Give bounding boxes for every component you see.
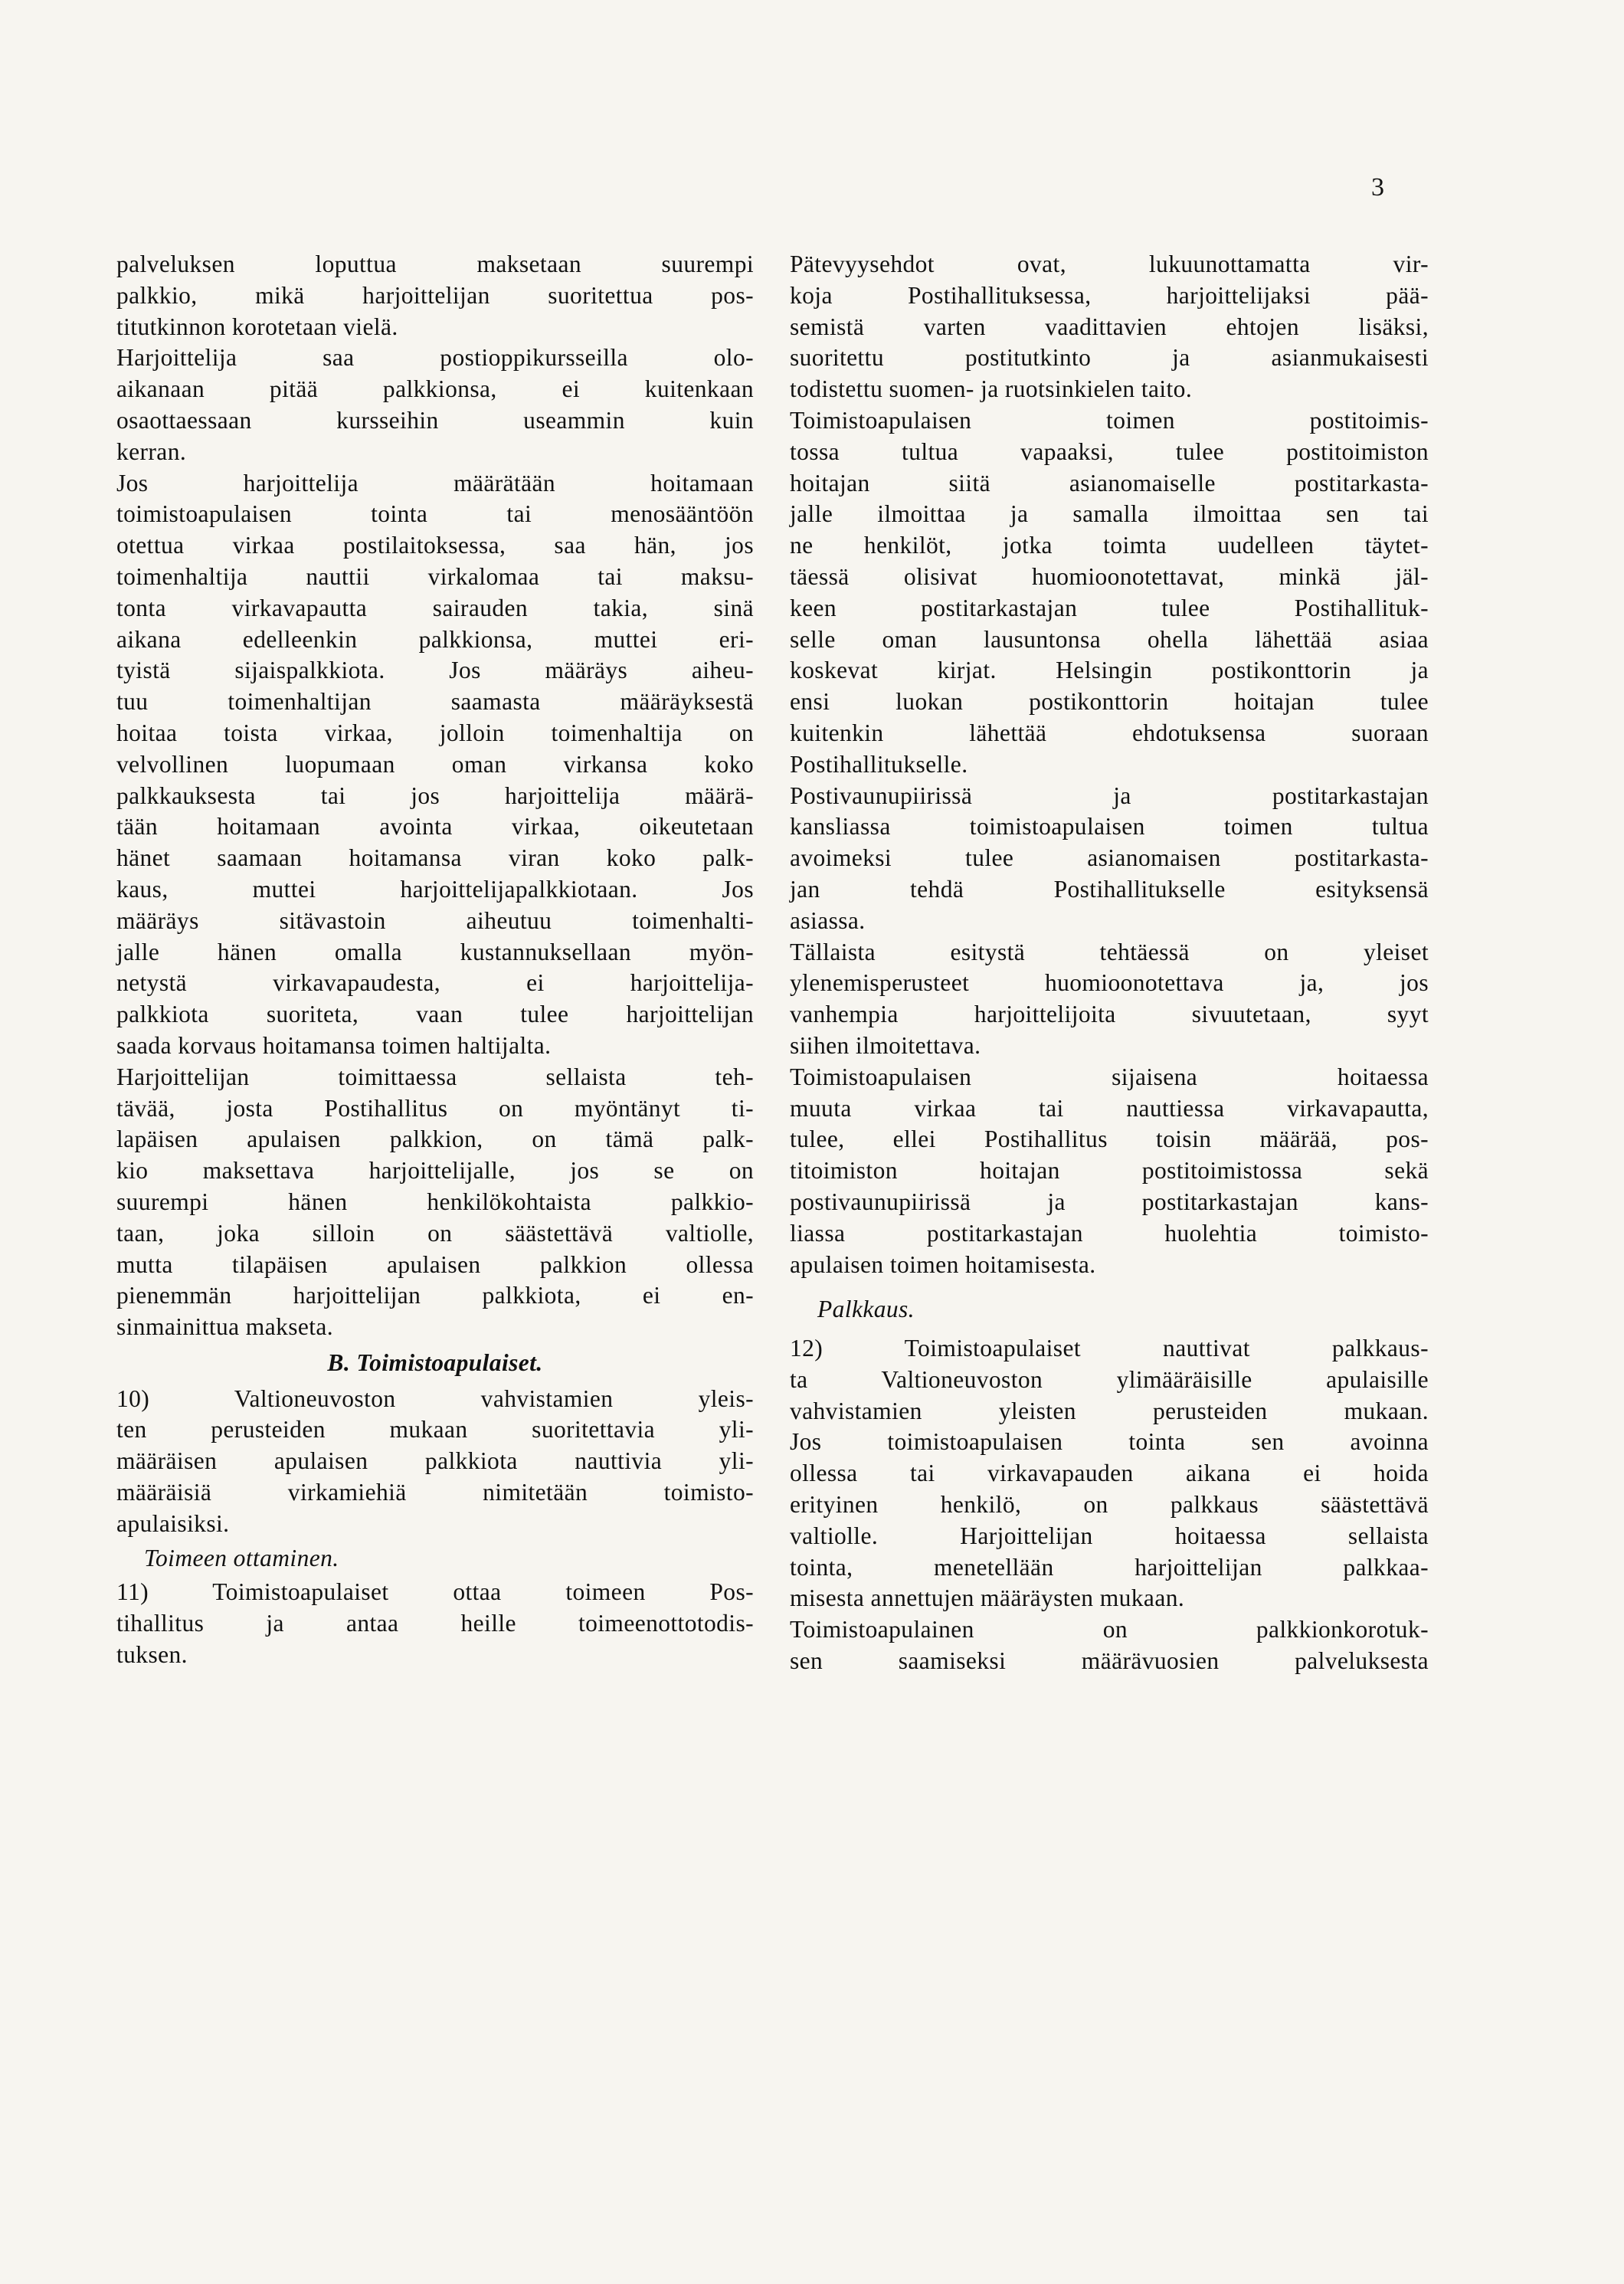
text-line: määräisen apulaisen palkkiota nauttivia yli- xyxy=(116,1447,754,1475)
text-line: tävää, josta Postihallitus on myöntänyt ti- xyxy=(116,1094,754,1122)
text-line: koskevat kirjat. Helsingin postikonttorin ja xyxy=(790,657,1429,684)
text-line: tään hoitamaan avointa virkaa, oikeutetaan xyxy=(116,813,754,841)
text-line: sen saamiseksi määrävuosien palveluksesta xyxy=(790,1647,1429,1675)
text-line: koja Postihallituksessa, harjoittelijaksi pää- xyxy=(790,281,1429,309)
text-line: tyistä sijaispalkkiota. Jos määräys aiheu- xyxy=(116,657,754,684)
text-line: Tällaista esitystä tehtäessä on yleiset xyxy=(790,938,1429,965)
right-section-text xyxy=(790,1333,1429,1677)
page-number: 3 xyxy=(1371,173,1385,202)
text-line: ta Valtioneuvoston ylimääräisille apulaisille xyxy=(790,1365,1429,1393)
text-line: titoimiston hoitajan postitoimistossa sekä xyxy=(790,1157,1429,1185)
text-line: vanhempia harjoittelijoita sivuutetaan, syyt xyxy=(790,1001,1429,1028)
text-line: mutta tilapäisen apulaisen palkkion ollessa xyxy=(116,1250,754,1278)
left-section-text xyxy=(116,1384,754,1540)
text-line: 11) Toimistoapulaiset ottaa toimeen Pos- xyxy=(116,1578,754,1606)
text-line: hoitaa toista virkaa, jolloin toimenhaltija on xyxy=(116,719,754,746)
left-column xyxy=(116,249,754,1671)
text-line: 10) Valtioneuvoston vahvistamien yleis- xyxy=(116,1384,754,1412)
text-line: palveluksen loputtua maksetaan suurempi xyxy=(116,251,754,277)
text-line: täessä olisivat huomioonotettavat, minkä jäl- xyxy=(790,562,1429,590)
text-line: tonta virkavapautta sairauden takia, sinä xyxy=(116,594,754,621)
text-line: taan, joka silloin on säästettävä valtiolle, xyxy=(116,1219,754,1247)
text-line: palkkiota suoriteta, vaan tulee harjoittelijan xyxy=(116,1001,754,1028)
text-line: määräisiä virkamiehiä nimitetään toimisto- xyxy=(116,1479,754,1506)
text-line: postivaunupiirissä ja postitarkastajan kans- xyxy=(790,1188,1429,1215)
text-line: erityinen henkilö, on palkkaus säästettävä xyxy=(790,1491,1429,1519)
text-line: suoritettu postitutkinto ja asianmukaisesti xyxy=(790,344,1429,372)
text-line: vahvistamien yleisten perusteiden mukaan. xyxy=(790,1397,1429,1424)
text-line: semistä varten vaadittavien ehtojen lisäksi, xyxy=(790,313,1429,340)
subheading-toimeen-ottaminen: Toimeen ottaminen. xyxy=(144,1544,339,1571)
text-line: lapäisen apulaisen palkkion, on tämä palk- xyxy=(116,1126,754,1153)
text-line: toimenhaltija nauttii virkalomaa tai maksu- xyxy=(116,562,754,590)
text-line: kaus, muttei harjoittelijapalkkiotaan. Jos xyxy=(116,875,754,903)
text-line: todistettu suomen- ja ruotsinkielen taito. xyxy=(790,375,1193,403)
text-line: tossa tultua vapaaksi, tulee postitoimiston xyxy=(790,437,1429,465)
text-line: saada korvaus hoitamansa toimen haltijalta. xyxy=(116,1031,552,1059)
text-line: keen postitarkastajan tulee Postihallituk- xyxy=(790,594,1429,621)
left-tail-text xyxy=(116,1577,754,1670)
text-line: liassa postitarkastajan huolehtia toimisto- xyxy=(790,1219,1429,1247)
text-line: avoimeksi tulee asianomaisen postitarkasta- xyxy=(790,844,1429,872)
text-line: ensi luokan postikonttorin hoitajan tulee xyxy=(790,688,1429,716)
text-line: Harjoittelijan toimittaessa sellaista teh- xyxy=(116,1063,754,1090)
text-line: pienemmän harjoittelijan palkkiota, ei en- xyxy=(116,1282,754,1309)
text-line: Postivaunupiirissä ja postitarkastajan xyxy=(790,782,1429,809)
text-line: jalle hänen omalla kustannuksellaan myön- xyxy=(116,938,754,965)
text-line: jalle ilmoittaa ja samalla ilmoittaa sen tai xyxy=(790,500,1429,528)
text-line: siihen ilmoitettava. xyxy=(790,1031,981,1059)
text-line: tuu toimenhaltijan saamasta määräyksestä xyxy=(116,688,754,716)
text-line: tihallitus ja antaa heille toimeenottotodis- xyxy=(116,1610,754,1637)
text-line: Toimistoapulaisen sijaisena hoitaessa xyxy=(790,1063,1429,1090)
text-line: Toimistoapulainen on palkkionkorotuk- xyxy=(790,1616,1429,1643)
text-line: 12) Toimistoapulaiset nauttivat palkkaus- xyxy=(790,1335,1429,1362)
text-line: kuitenkin lähettää ehdotuksensa suoraan xyxy=(790,719,1429,746)
text-line: Jos toimistoapulaisen tointa sen avoinna xyxy=(790,1428,1429,1456)
text-line: ten perusteiden mukaan suoritettavia yli- xyxy=(116,1416,754,1443)
text-line: muuta virkaa tai nauttiessa virkavapautta, xyxy=(790,1094,1429,1122)
subheading-palkkaus: Palkkaus. xyxy=(817,1296,915,1323)
text-line: palkkio, mikä harjoittelijan suoritettua pos- xyxy=(116,281,754,309)
text-line: aikana edelleenkin palkkionsa, muttei eri- xyxy=(116,625,754,653)
text-line: hänet saamaan hoitamansa viran koko palk- xyxy=(116,844,754,872)
text-line: valtiolle. Harjoittelijan hoitaessa sellaista xyxy=(790,1522,1429,1549)
text-line: palkkauksesta tai jos harjoittelija määrä- xyxy=(116,782,754,809)
text-line: sinmainittua makseta. xyxy=(116,1313,334,1341)
text-line: osaottaessaan kursseihin useammin kuin xyxy=(116,406,754,434)
text-line: Pätevyysehdot ovat, lukuunottamatta vir- xyxy=(790,251,1429,277)
text-line: tulee, ellei Postihallitus toisin määrää, pos- xyxy=(790,1126,1429,1153)
text-line: Toimistoapulaisen toimen postitoimis- xyxy=(790,406,1429,434)
text-line: Jos harjoittelija määrätään hoitamaan xyxy=(116,469,754,496)
text-line: asiassa. xyxy=(790,906,866,934)
left-body-text xyxy=(116,249,754,1343)
text-line: aikanaan pitää palkkionsa, ei kuitenkaan xyxy=(116,375,754,403)
text-line: ollessa tai virkavapauden aikana ei hoida xyxy=(790,1460,1429,1487)
spacer xyxy=(790,1280,1429,1291)
text-line: ylenemisperusteet huomioonotettava ja, jos xyxy=(790,969,1429,997)
text-line: apulaisiksi. xyxy=(116,1509,230,1537)
text-line: Harjoittelija saa postioppikursseilla olo- xyxy=(116,344,754,372)
text-line: hoitajan siitä asianomaiselle postitarkasta- xyxy=(790,469,1429,496)
text-line: otettua virkaa postilaitoksessa, saa hän, jos xyxy=(116,532,754,559)
text-line: titutkinnon korotetaan vielä. xyxy=(116,313,398,340)
section-heading: B. Toimistoapulaiset. xyxy=(327,1348,543,1376)
text-line: selle oman lausuntonsa ohella lähettää asiaa xyxy=(790,625,1429,653)
right-column xyxy=(790,249,1429,1677)
right-body-text xyxy=(790,249,1429,1280)
text-line: kio maksettava harjoittelijalle, jos se on xyxy=(116,1157,754,1185)
text-line: ne henkilöt, jotka toimta uudelleen täytet- xyxy=(790,532,1429,559)
text-line: kansliassa toimistoapulaisen toimen tultua xyxy=(790,813,1429,841)
text-line: toimistoapulaisen tointa tai menosääntöön xyxy=(116,500,754,528)
text-line: jan tehdä Postihallitukselle esityksensä xyxy=(790,875,1429,903)
text-line: Postihallitukselle. xyxy=(790,750,968,778)
text-line: velvollinen luopumaan oman virkansa koko xyxy=(116,750,754,778)
text-line: apulaisen toimen hoitamisesta. xyxy=(790,1250,1096,1278)
text-line: netystä virkavapaudesta, ei harjoittelija- xyxy=(116,969,754,997)
text-line: määräys sitävastoin aiheutuu toimenhalti- xyxy=(116,906,754,934)
text-line: tuksen. xyxy=(116,1641,188,1669)
text-line: kerran. xyxy=(116,437,187,465)
text-line: tointa, menetellään harjoittelijan palkkaa- xyxy=(790,1553,1429,1581)
text-line: suurempi hänen henkilökohtaista palkkio- xyxy=(116,1188,754,1215)
text-line: misesta annettujen määräysten mukaan. xyxy=(790,1584,1185,1612)
